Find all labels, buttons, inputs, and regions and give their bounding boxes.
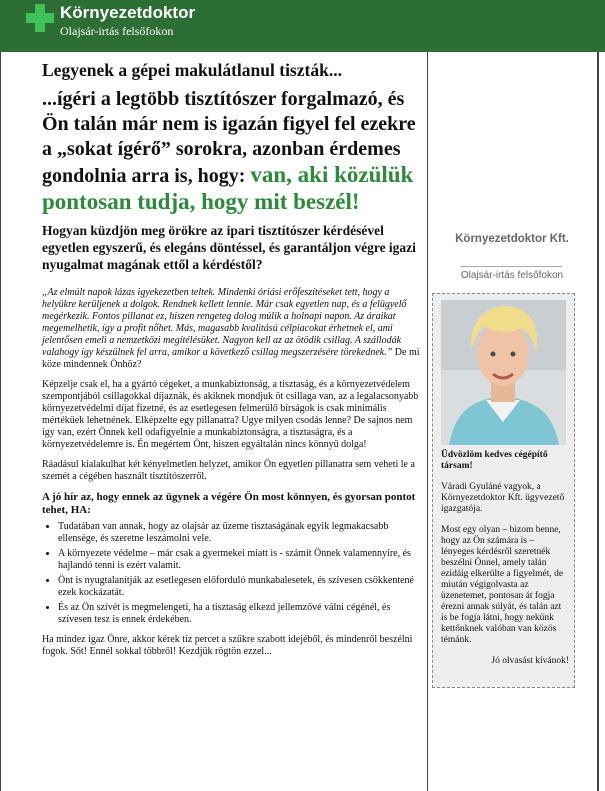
list-item: • A környezete védelme – már csak a gyermekei miatt is - számít Önnek valamennyire, és hajlandó tenni is ezért valamit.: [58, 548, 420, 572]
conditions-list: [42, 521, 420, 626]
column-divider: [427, 52, 428, 791]
frame-left-border: [0, 52, 1, 791]
letter-message: Most egy olyan – bizom benne, hogy az Ön számára is – lényeges kérdésről szeretnék beszélni Önnel, amely talán ezidáig elkerülte a figyelmét, de miután végigolvasta az üzenetemet, pontosan át fogja érezni annak súlyát, és talán azt is be fogja látni, hogy nekünk kettőnknek valóban van közös témánk.: [441, 525, 564, 645]
director-card: [432, 293, 575, 688]
frame-right-border: [597, 52, 599, 791]
brand-tagline: Olajsár-irtás felsőfokon: [60, 24, 174, 38]
lead-text: ...ígéri a legtöbb tisztítószer forgalmazó, és Ön talán már nem is igazán figyel fel ezekre a „sokat ígérő” sorokra, azonban érdemes gondolnia arra is, hogy:: [42, 88, 416, 187]
quote-text: „Az elmúlt napok lázas igyekezetben teltek. Mindenki óriási erőfeszítéseket tett, hogy a helyükre kerüljenek a dolgok. Rendnek kellett lennie. Már csak egyetlen nap, és a felügyelő megérkezik. Fontos pillanat ez, hiszen rengeteg dolog múlik a holnapi napon. Az áraikat megemelhetik, így a profit nőhet. Más, magasabb kvalitású célpiacokat érhetnek el, ami jelentősen emeli a nemzetközi megítélésüket. Nagyon kell az az ötödik csillag. A szállodák valahogy így készülnek fel arra, amikor a következő csillag megszerzésére törekednek.”: [42, 287, 407, 358]
sidebar-divider: [460, 266, 562, 267]
medical-cross-icon: [26, 4, 54, 32]
lead-headline: [42, 87, 420, 216]
brand-name[interactable]: Környezetdoktor: [60, 3, 196, 22]
main-content: [42, 56, 420, 666]
letter-signoff: Jó olvasást kívánok!: [491, 656, 569, 666]
director-portrait: [441, 300, 566, 445]
quote-tail: De mi köze mindennek Önhöz?: [42, 347, 420, 370]
closing-paragraph: Ha mindez igaz Önre, akkor kérek tíz percet a szűkre szabott idejéből, és mindenről beszélni fogok. Sőt! Ennél sokkal többről! Kezdjük rögtön ezzel...: [42, 634, 413, 657]
page-title: Legyenek a gépei makulátlanul tiszták...: [42, 60, 342, 80]
good-news-heading: A jó hír az, hogy ennek az ügynek a végére Ön most könnyen, és gyorsan pontot tehet, HA:: [42, 491, 416, 516]
paragraph-situations: Ráadásul kialakulhat két kényelmetlen helyzet, amikor Ön egyetlen pillanatra sem veheti le a szemét a cégében használt tisztítószerről.: [42, 459, 415, 482]
hotel-quote: [42, 287, 420, 371]
sidebar-company-name: Környezetdoktor Kft.: [455, 233, 569, 245]
paragraph-imagine: Képzelje csak el, ha a gyártó cégeket, a munkabiztonság, a tisztaság, és a környezetvédelem szempontjából csillagokkal díjaznák, és akiknek mondjuk öt csillaga van, az a legalacsonyabb környezetvédelmi díjat fizetné, és az esetlegesen felmerülő bírságok is csak minimális mértékűek lehetnének. Elképzelte egy pillanatra? Ugye milyen csodás lenne? De sajnos nem így van, ezért Önnek kell odafigyelnie a munkabiztonságra, a tisztaságra, és a környezetvédelemre is. Én megértem Önt, hiszen egyáltalán nincs könnyű dolga!: [42, 379, 419, 450]
list-item: • Önt is nyugtalanítják az esetlegesen előforduló munkabalesetek, és szívesen csökkentené ezek kockázatát.: [58, 575, 420, 599]
list-item: • Tudatában van annak, hogy az olajsár az üzeme tisztaságának egyik legmakacsabb ellensége, és szeretne leszámolni vele.: [58, 521, 420, 545]
director-letter: [441, 450, 569, 667]
letter-intro: Váradi Gyuláné vagyok, a Környezetdoktor Kft. ügyvezető igazgatója.: [441, 482, 565, 514]
letter-greeting: Üdvözlöm kedves cégépítő társam!: [441, 450, 548, 471]
header-banner: [0, 0, 605, 52]
lead-highlight: van, aki közülük pontosan tudja, hogy mit beszél!: [42, 162, 414, 214]
question-heading: Hogyan küzdjön meg örökre az ipari tisztítószer kérdésével egyetlen egyszerű, és elegáns döntéssel, és garantáljon végre igazi nyugalmat magának ettől a kérdéstől?: [42, 223, 416, 272]
list-item: • És az Ön szívét is megmelengeti, ha a tisztaság elkezd jellemzővé válni cégénél, és szívesen tesz is ennek érdekében.: [58, 602, 420, 626]
sidebar-tagline: Olajsár-irtás felsőfokon: [460, 270, 564, 281]
